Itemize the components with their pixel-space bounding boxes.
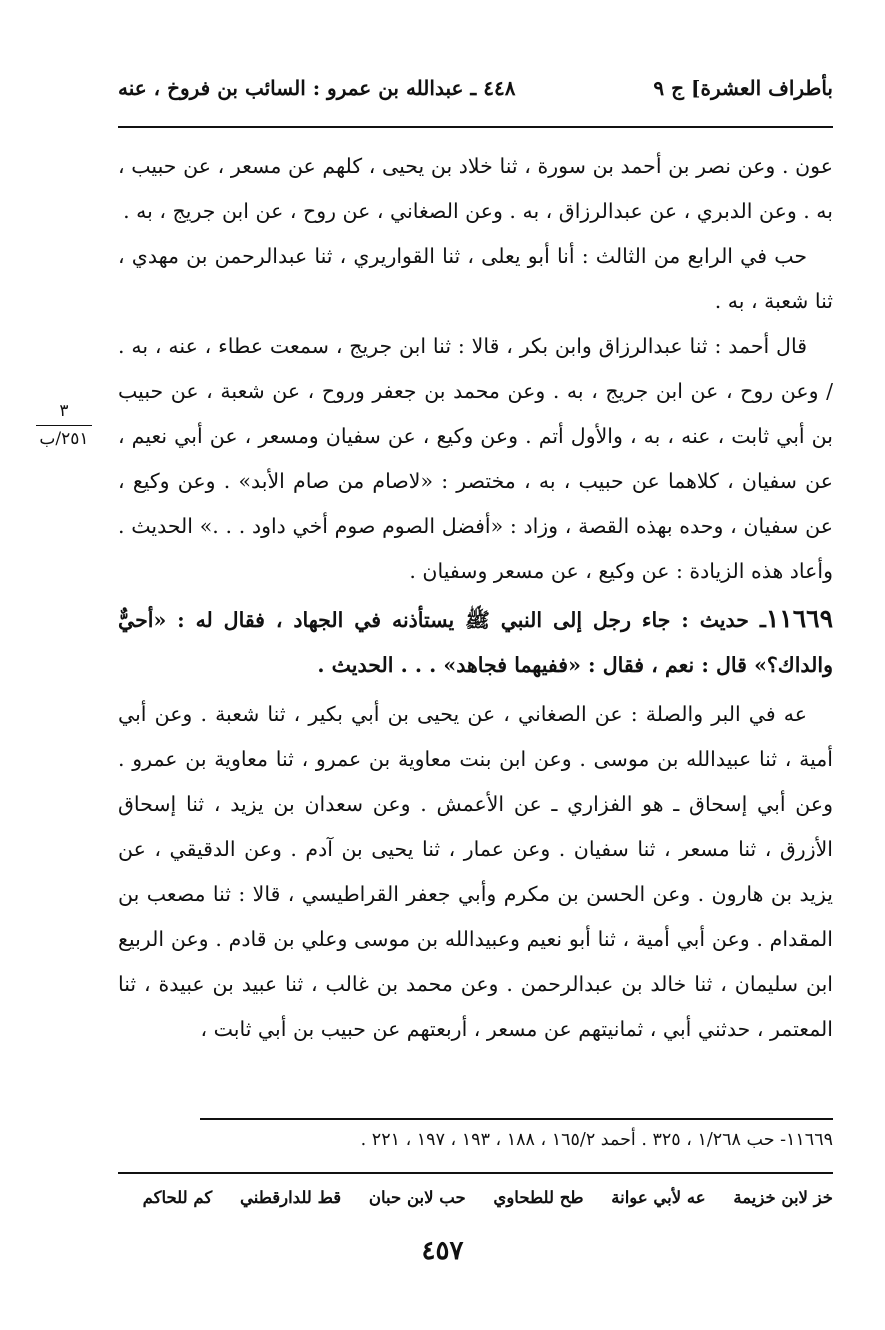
abbr-item: قط للدارقطني — [239, 1188, 342, 1207]
header-chain-title: ٤٤٨ ـ عبدالله بن عمرو : السائب بن فروخ ، عنه — [118, 76, 516, 100]
footnote-rule — [200, 1118, 833, 1120]
hadith-number: ١١٦٦٩ — [765, 604, 833, 633]
paragraph-4: عه في البر والصلة : عن الصغاني ، عن يحيى بن أبي بكير ، ثنا شعبة . وعن أبي أمية ، ثنا عبيدالله بن موسى . وعن ابن بنت معاوية بن عمرو ، ثنا معاوية بن عمرو . وعن أبي إسحاق ـ هو الفزاري ـ عن الأعمش . وعن سعدان بن يزيد ، ثنا إسحاق الأزرق ، ثنا مسعر ، ثنا سفيان . وعن عمار ، ثنا يحيى بن آدم . وعن الدقيقي ، عن يزيد بن هارون . وعن الحسن بن مكرم وأبي جعفر القراطيسي ، قالا : ثنا مصعب بن المقدام . وعن أبي أمية ، ثنا أبو نعيم وعبيدالله بن موسى وعلي بن قادم . وعن الربيع ابن سليمان ، ثنا خالد بن عبدالرحمن . وعن محمد بن غالب ، ثنا عبيد بن عبيدة ، ثنا المعتمر ، حدثني أبي ، ثمانيتهم عن مسعر ، أربعتهم عن حبيب بن أبي ثابت ، — [118, 702, 833, 1041]
running-header — [118, 76, 833, 108]
margin-manuscript-reference — [28, 400, 100, 450]
abbr-item: عه لأبي عوانة — [611, 1188, 706, 1207]
hadith-entry — [118, 596, 833, 688]
margin-ref-folio: ٢٥١/ب — [39, 429, 89, 449]
abbr-item: كم للحاكم — [142, 1188, 213, 1207]
paragraph-1: عون . وعن نصر بن أحمد بن سورة ، ثنا خلاد بن يحيى ، كلهم عن مسعر ، عن حبيب ، به . وعن الدبري ، عن عبدالرزاق ، به . وعن الصغاني ، عن روح ، عن ابن جريج ، به . — [118, 154, 833, 223]
abbreviations-key — [118, 1188, 833, 1207]
margin-ref-divider — [36, 425, 92, 426]
footnote: ١١٦٦٩- حب ١/٢٦٨ ، ٣٢٥ . أحمد ١٦٥/٢ ، ١٨٨ ، ١٩٣ ، ١٩٧ ، ٢٢١ . — [360, 1130, 833, 1150]
paragraph-3: قال أحمد : ثنا عبدالرزاق وابن بكر ، قالا : ثنا ابن جريج ، سمعت عطاء ، عنه ، به . / وعن روح ، عن ابن جريج ، به . وعن محمد بن جعفر وروح ، عن شعبة ، عن حبيب بن أبي ثابت ، عنه ، به ، والأول أتم . وعن وكيع ، عن سفيان ومسعر ، عن أبي نعيم ، عن سفيان ، كلاهما عن حبيب ، به ، مختصر : «لاصام من صام الأبد» . وعن وكيع ، عن سفيان ، وحده بهذه القصة ، وزاد : «أفضل الصوم صوم أخي داود . . .» الحديث . وأعاد هذه الزيادة : عن وكيع ، عن مسعر وسفيان . — [118, 334, 833, 583]
main-text — [118, 144, 833, 1052]
header-rule — [118, 126, 833, 128]
header-book-title: بأطراف العشرة] ج ٩ — [653, 76, 833, 100]
margin-ref-number: ٣ — [59, 401, 69, 421]
abbreviations-rule — [118, 1172, 833, 1174]
abbr-item: حب لابن حبان — [368, 1188, 466, 1207]
paragraph-2: حب في الرابع من الثالث : أنا أبو يعلى ، ثنا القواريري ، ثنا عبدالرحمن بن مهدي ، ثنا شعبة ، به . — [118, 244, 833, 313]
abbr-item: خز لابن خزيمة — [733, 1188, 833, 1207]
hadith-text: ـ حديث : جاء رجل إلى النبي ﷺ يستأذنه في الجهاد ، فقال له : «أحيٌّ والداك؟» قال : نعم ، فقال : «ففيهما فجاهد» . . . الحديث . — [118, 608, 833, 677]
abbr-item: طح للطحاوي — [493, 1188, 584, 1207]
page-number: ٤٥٧ — [421, 1236, 464, 1266]
